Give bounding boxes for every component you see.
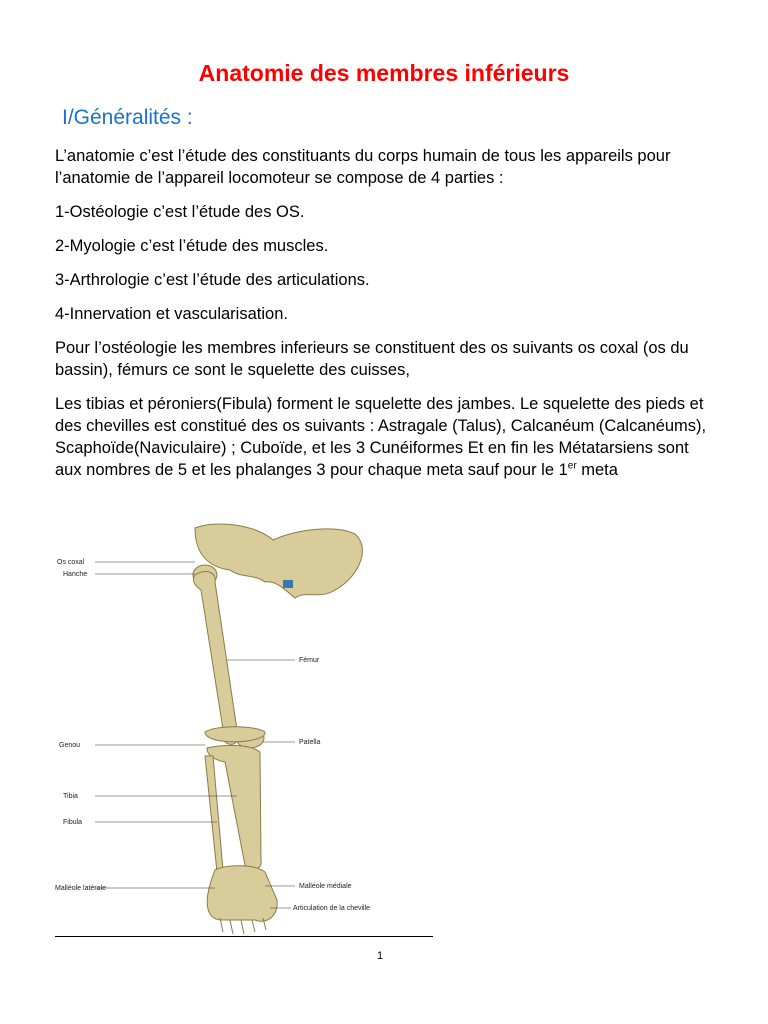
femur-condyles bbox=[205, 727, 265, 742]
bones bbox=[193, 524, 362, 934]
label-os-coxal: Os coxal bbox=[57, 559, 85, 566]
label-patella: Patella bbox=[299, 739, 321, 746]
superscript: er bbox=[567, 460, 577, 472]
fibula-bone bbox=[205, 756, 223, 872]
label-malleole-mediale: Malléole médiale bbox=[299, 883, 352, 890]
label-articulation-cheville: Articulation de la cheville bbox=[293, 905, 371, 912]
sacrum-accent bbox=[283, 580, 293, 588]
paragraph bbox=[55, 393, 715, 481]
pelvis-bone bbox=[195, 524, 362, 598]
section-heading: I/Généralités : bbox=[62, 106, 193, 129]
label-malleole-laterale: Malléole latérale bbox=[55, 885, 106, 892]
paragraph: 1-Ostéologie c’est l’étude des OS. bbox=[55, 203, 305, 221]
label-hanche: Hanche bbox=[63, 571, 88, 578]
femur-bone bbox=[193, 571, 238, 744]
paragraph: 2-Myologie c’est l’étude des muscles. bbox=[55, 237, 329, 255]
page-number: 1 bbox=[376, 950, 384, 962]
leader-lines bbox=[95, 562, 295, 908]
footnote-divider bbox=[55, 936, 433, 937]
skeleton-figure bbox=[55, 520, 435, 940]
label-genou: Genou bbox=[59, 742, 81, 749]
label-tibia: Tibia bbox=[63, 793, 78, 800]
paragraph-text-end: meta bbox=[576, 461, 618, 479]
body-text bbox=[55, 145, 715, 493]
paragraph: Pour l’ostéologie les membres inferieurs se constituent des os suivants os coxal (os du bassin), fémurs ce sont le squelette des cuisses, bbox=[55, 339, 689, 379]
foot-bones bbox=[207, 866, 277, 922]
label-femur: Fémur bbox=[299, 657, 320, 664]
label-fibula: Fibula bbox=[63, 819, 83, 826]
paragraph: 3-Arthrologie c’est l’étude des articulations. bbox=[55, 271, 370, 289]
paragraph-text: Les tibias et péroniers(Fibula) forment le squelette des jambes. Le squelette des pieds et des chevilles est constitué des os suivants : Astragale (Talus), Calcanéum (Calcanéums), Scaphoïde(Naviculaire) ; Cuboïde, et les 3 Cunéiformes Et en fin les Métatarsiens sont aux nombres de 5 et les phalanges 3 pour chaque meta sauf pour le 1 bbox=[55, 395, 707, 479]
page-title: Anatomie des membres inférieurs bbox=[198, 60, 570, 86]
paragraph: L’anatomie c’est l’étude des constituants du corps humain de tous les appareils pour l’anatomie de l’appareil locomoteur se compose de 4 parties : bbox=[55, 147, 671, 187]
lower-limb-skeleton-illustration bbox=[55, 520, 435, 940]
paragraph: 4-Innervation et vascularisation. bbox=[55, 305, 288, 323]
